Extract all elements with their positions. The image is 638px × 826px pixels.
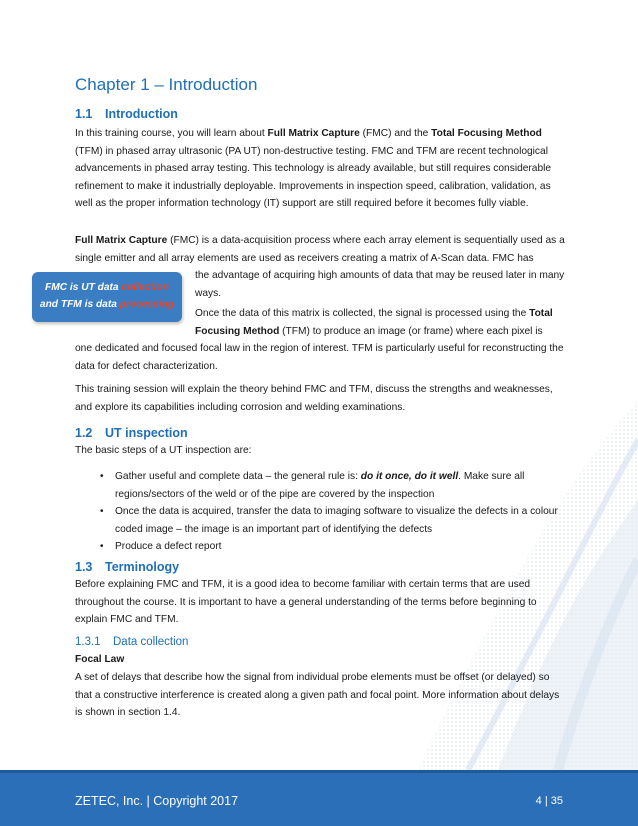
chapter-title: Chapter 1 – Introduction xyxy=(75,75,258,94)
text-run: (FMC) and the xyxy=(359,128,432,139)
bold-term: Full Matrix Capture xyxy=(75,235,168,246)
emphasis-text: do it once, do it well xyxy=(360,471,459,482)
list-item: • Produce a defect report xyxy=(75,538,565,556)
focal-law-definition: A set of delays that describe how the signal from individual probe elements must be offset (or delayed) so that a constructive interference is created along a given path and focal point. More information about delays is shown in section 1.4. xyxy=(75,672,560,718)
text-run: (FMC) is a data-acquisition process where each array element is sequentially used as a single emitter and all array elements are used as receivers creating a matrix of A-Scan data. FMC has xyxy=(75,235,565,264)
section-title: Data collection xyxy=(113,636,189,648)
section-number: 1.1 xyxy=(75,107,93,121)
text-run: (TFM) in phased array ultrasonic (PA UT) non-destructive testing. FMC and TFM are recent technological advancements in phased array testing. This technology is already available, but still requires considerable refinement to make it industrially deployable. Improvements in inspection speed, calibration, validation, as well as the proper information technology (IT) support are still required before it becomes fully viable. xyxy=(75,145,552,209)
section-1-1-heading xyxy=(75,107,178,121)
footer-border xyxy=(0,770,638,773)
section-title: Introduction xyxy=(105,107,178,121)
highlight-text: collection xyxy=(121,282,169,293)
intro-paragraph-2-continued xyxy=(195,267,565,302)
section-number: 1.3 xyxy=(75,560,93,574)
text-run: Once the data of this matrix is collected, the signal is processed using the xyxy=(195,308,530,319)
ut-intro-text: The basic steps of a UT inspection are: xyxy=(75,445,252,456)
page-number: 4 | 35 xyxy=(535,795,563,807)
footer-copyright: ZETEC, Inc. | Copyright 2017 xyxy=(75,794,239,808)
text-run: (TFM) to produce an image (or frame) where each pixel is xyxy=(279,325,543,337)
text-run: FMC is UT data xyxy=(45,282,122,293)
section-1-3-1-heading xyxy=(75,636,188,648)
section-number: 1.2 xyxy=(75,426,93,440)
bold-term: Full Matrix Capture xyxy=(267,128,360,139)
list-item: • Once the data is acquired, transfer the data to imaging software to visualize the defects in a colour coded image – the image is an important part of identifying the defects xyxy=(75,503,565,538)
bold-term: Total Focusing Method xyxy=(195,308,553,337)
intro-paragraph-2 xyxy=(75,232,565,267)
intro-paragraph-1 xyxy=(75,125,565,213)
section-title: Terminology xyxy=(105,560,180,574)
section-title: UT inspection xyxy=(105,426,188,440)
callout-box xyxy=(32,272,182,322)
text-run: Gather useful and complete data – the general rule is: xyxy=(115,471,361,482)
intro-paragraph-3-continued xyxy=(75,340,565,375)
section-1-3-heading xyxy=(75,560,179,574)
list-item xyxy=(75,468,565,503)
text-run: . Make sure all regions/sectors of the weld or of the pipe are covered by the inspection xyxy=(115,471,525,500)
callout-line-1 xyxy=(32,279,182,296)
text-run: the advantage of acquiring high amounts of data that may be reused later in many ways. xyxy=(195,270,565,299)
terminology-paragraph: Before explaining FMC and TFM, it is a good idea to become familiar with certain terms that are used throughout the course. It is important to have a general understanding of the terms before beginning to explain FMC and TFM. xyxy=(75,579,537,625)
highlight-text: processing xyxy=(119,299,175,310)
section-number: 1.3.1 xyxy=(75,636,101,648)
ut-steps-list xyxy=(75,468,565,556)
intro-paragraph-4: This training session will explain the theory behind FMC and TFM, discuss the strengths and weaknesses, and explore its capabilities including corrosion and welding examinations. xyxy=(75,384,553,413)
bold-term: Total Focusing Method xyxy=(431,128,542,139)
text-run: In this training course, you will learn about xyxy=(75,128,268,139)
text-run: one dedicated and focused focal law in the region of interest. TFM is particularly useful for reconstructing the data for defect characterization. xyxy=(75,343,564,372)
text-run: and TFM is data xyxy=(39,299,120,310)
callout-line-2 xyxy=(32,296,182,313)
section-1-2-heading xyxy=(75,426,188,440)
intro-paragraph-3 xyxy=(195,305,565,340)
term-focal-law: Focal Law xyxy=(75,654,125,665)
